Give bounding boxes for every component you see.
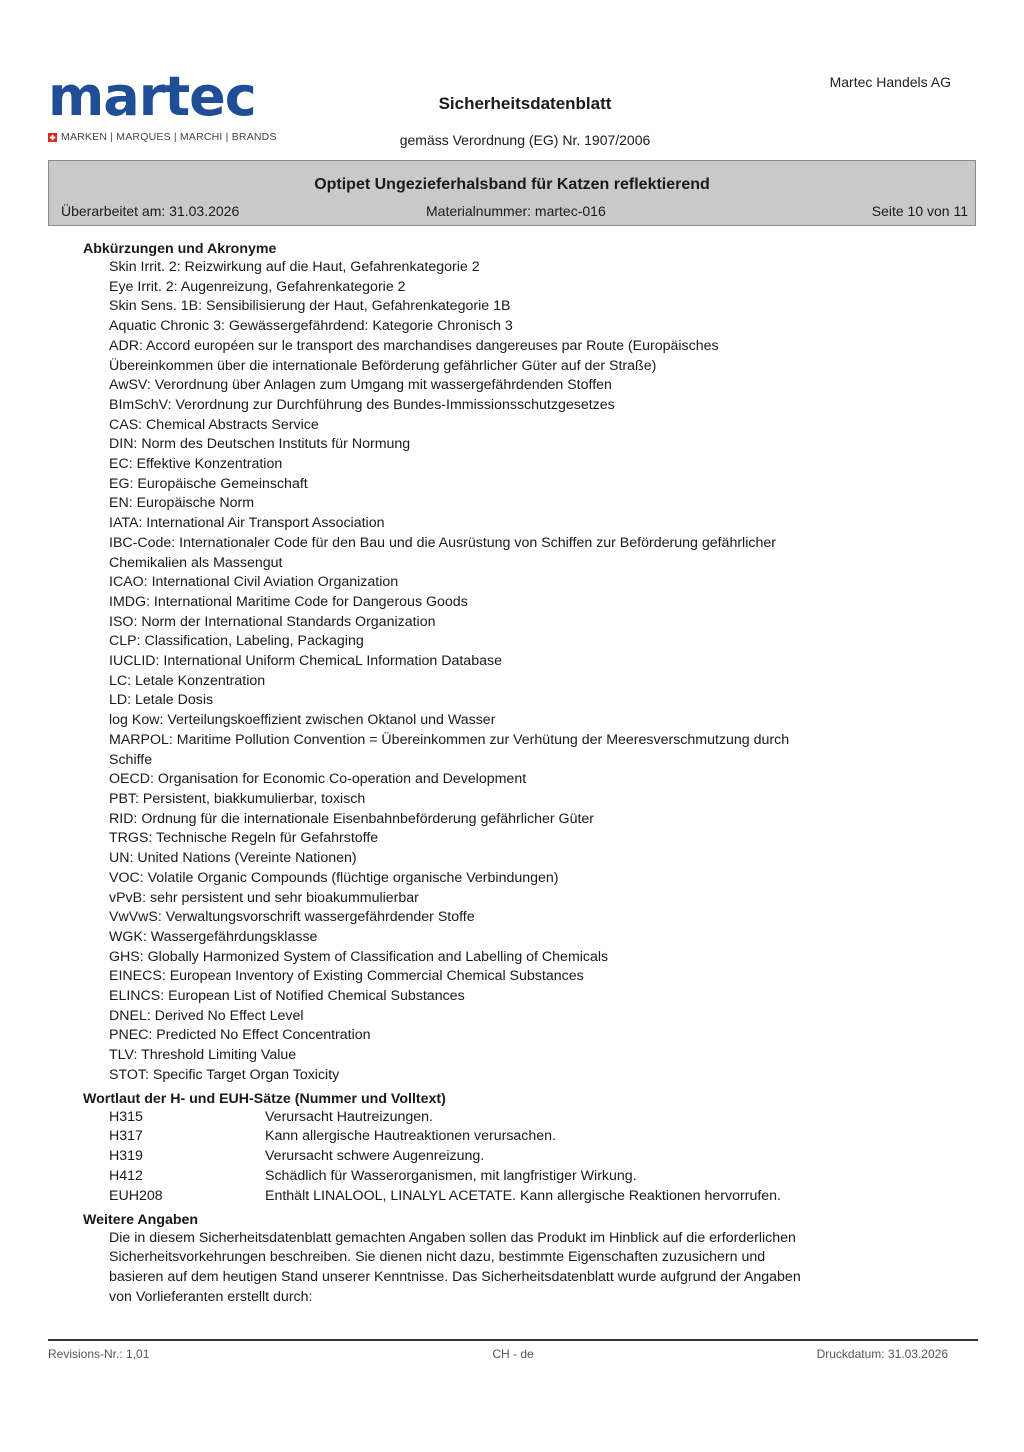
footer-locale: CH - de <box>492 1347 534 1361</box>
abbreviation-item: Skin Sens. 1B: Sensibilisierung der Haut, Gefahrenkategorie 1B <box>109 298 511 315</box>
regulation-line: gemäss Verordnung (EG) Nr. 1907/2006 <box>399 132 651 148</box>
h-statement-row <box>109 1127 963 1147</box>
abbreviation-list <box>83 258 963 1086</box>
abbreviation-item: log Kow: Verteilungskoeffizient zwischen Oktanol und Wasser <box>109 712 496 729</box>
paragraph-line: Sicherheitsvorkehrungen beschreiben. Sie dienen nicht dazu, bestimmte Eigenschaften zuzusichern und <box>109 1249 766 1266</box>
h-statement-text: Schädlich für Wasserorganismen, mit langfristiger Wirkung. <box>265 1167 637 1184</box>
abbreviation-item: GHS: Globally Harmonized System of Classification and Labelling of Chemicals <box>109 948 609 965</box>
section-title-h-statements: Wortlaut der H- und EUH-Sätze (Nummer und Volltext) <box>83 1090 446 1107</box>
h-statement-text: Enthält LINALOOL, LINALYL ACETATE. Kann allergische Reaktionen hervorrufen. <box>265 1187 782 1204</box>
material-number: Materialnummer: martec-016 <box>426 203 606 219</box>
abbreviation-item: AwSV: Verordnung über Anlagen zum Umgang mit wassergefährdenden Stoffen <box>109 377 612 394</box>
abbreviation-item: Übereinkommen über die internationale Beförderung gefährlicher Güter auf der Straße) <box>109 357 657 374</box>
footer-revision: Revisions-Nr.: 1,01 <box>48 1347 150 1361</box>
paragraph-line: von Vorlieferanten erstellt durch: <box>109 1288 313 1305</box>
abbreviation-item: EINECS: European Inventory of Existing Commercial Chemical Substances <box>109 968 584 985</box>
revised-date: Überarbeitet am: 31.03.2026 <box>61 203 240 219</box>
h-statement-code: H317 <box>109 1128 143 1145</box>
section-title-further-info: Weitere Angaben <box>83 1211 199 1228</box>
abbreviation-item: CLP: Classification, Labeling, Packaging <box>109 633 364 650</box>
abbreviation-item: IATA: International Air Transport Association <box>109 515 385 532</box>
page-number: Seite 10 von 11 <box>871 203 968 219</box>
h-statement-code: H319 <box>109 1148 143 1165</box>
h-statement-row <box>109 1147 963 1167</box>
section-title-abbreviations: Abkürzungen und Akronyme <box>83 241 277 257</box>
abbreviation-item: EN: Europäische Norm <box>109 495 255 512</box>
abbreviation-item: RID: Ordnung für die internationale Eisenbahnbeförderung gefährlicher Güter <box>109 810 595 827</box>
paragraph-line: basieren auf dem heutigen Stand unserer Kenntnisse. Das Sicherheitsdatenblatt wurde aufgrund der Angaben <box>109 1269 801 1286</box>
abbreviation-item: CAS: Chemical Abstracts Service <box>109 416 319 433</box>
footer-print-date: Druckdatum: 31.03.2026 <box>816 1347 948 1361</box>
product-name: Optipet Ungezieferhalsband für Katzen reflektierend <box>314 176 710 193</box>
abbreviation-item: Skin Irrit. 2: Reizwirkung auf die Haut, Gefahrenkategorie 2 <box>109 259 480 275</box>
abbreviation-item: TRGS: Technische Regeln für Gefahrstoffe <box>109 830 379 847</box>
abbreviation-item: vPvB: sehr persistent und sehr bioakummulierbar <box>109 889 419 906</box>
document-body <box>83 236 963 1308</box>
product-info-box <box>48 160 976 226</box>
logo-tagline: MARKEN | MARQUES | MARCHI | BRANDS <box>61 131 277 143</box>
further-info-paragraph <box>83 1229 963 1308</box>
h-statement-text: Verursacht schwere Augenreizung. <box>265 1148 485 1165</box>
abbreviation-item: Eye Irrit. 2: Augenreizung, Gefahrenkategorie 2 <box>109 278 406 295</box>
abbreviation-item: IUCLID: International Uniform ChemicaL Information Database <box>109 653 502 670</box>
h-statement-list <box>83 1108 963 1207</box>
footer-divider <box>48 1339 978 1341</box>
abbreviation-item: STOT: Specific Target Organ Toxicity <box>109 1066 340 1083</box>
abbreviation-item: Schiffe <box>109 751 153 768</box>
abbreviation-item: WGK: Wassergefährdungsklasse <box>109 928 318 945</box>
abbreviation-item: MARPOL: Maritime Pollution Convention = Übereinkommen zur Verhütung der Meeresverschmutzung durch <box>109 731 790 748</box>
abbreviation-item: Chemikalien als Massengut <box>109 554 283 571</box>
abbreviation-item: IBC-Code: Internationaler Code für den Bau und die Ausrüstung von Schiffen zur Beförderung gefährlicher <box>109 534 776 551</box>
document-title: Sicherheitsdatenblatt <box>438 94 612 113</box>
logo-wordmark: martec <box>48 65 256 128</box>
h-statement-text: Kann allergische Hautreaktionen verursachen. <box>265 1128 557 1145</box>
paragraph-line: Die in diesem Sicherheitsdatenblatt gemachten Angaben sollen das Produkt im Hinblick auf die erforderlichen <box>109 1229 796 1246</box>
abbreviation-item: IMDG: International Maritime Code for Dangerous Goods <box>109 593 468 610</box>
abbreviation-item: VOC: Volatile Organic Compounds (flüchtige organische Verbindungen) <box>109 869 559 886</box>
abbreviation-item: LD: Letale Dosis <box>109 692 214 709</box>
h-statement-code: EUH208 <box>109 1187 163 1204</box>
abbreviation-item: TLV: Threshold Limiting Value <box>109 1047 297 1064</box>
h-statement-code: H315 <box>109 1108 143 1125</box>
h-statement-text: Verursacht Hautreizungen. <box>265 1108 433 1125</box>
h-statement-row <box>109 1187 963 1207</box>
abbreviation-item: DIN: Norm des Deutschen Instituts für Normung <box>109 436 411 453</box>
abbreviation-item: VwVwS: Verwaltungsvorschrift wassergefährdender Stoffe <box>109 909 475 926</box>
abbreviation-item: ELINCS: European List of Notified Chemical Substances <box>109 988 465 1005</box>
abbreviation-item: EC: Effektive Konzentration <box>109 456 283 473</box>
abbreviation-item: OECD: Organisation for Economic Co-operation and Development <box>109 771 527 788</box>
abbreviation-item: PNEC: Predicted No Effect Concentration <box>109 1027 371 1044</box>
company-name: Martec Handels AG <box>829 74 951 90</box>
h-statement-code: H412 <box>109 1167 143 1184</box>
h-statement-row <box>109 1167 963 1187</box>
abbreviation-item: ISO: Norm der International Standards Organization <box>109 613 436 630</box>
abbreviation-item: ICAO: International Civil Aviation Organization <box>109 574 399 591</box>
abbreviation-item: BImSchV: Verordnung zur Durchführung des Bundes-Immissionsschutzgesetzes <box>109 396 615 413</box>
abbreviation-item: UN: United Nations (Vereinte Nationen) <box>109 850 357 867</box>
abbreviation-item: DNEL: Derived No Effect Level <box>109 1007 304 1024</box>
abbreviation-item: PBT: Persistent, biakkumulierbar, toxisch <box>109 790 366 807</box>
h-statement-row <box>109 1108 963 1128</box>
abbreviation-item: EG: Europäische Gemeinschaft <box>109 475 308 492</box>
abbreviation-item: LC: Letale Konzentration <box>109 672 266 689</box>
abbreviation-item: Aquatic Chronic 3: Gewässergefährdend: Kategorie Chronisch 3 <box>109 318 513 335</box>
abbreviation-item: ADR: Accord européen sur le transport des marchandises dangereuses par Route (Europäisches <box>109 337 719 354</box>
